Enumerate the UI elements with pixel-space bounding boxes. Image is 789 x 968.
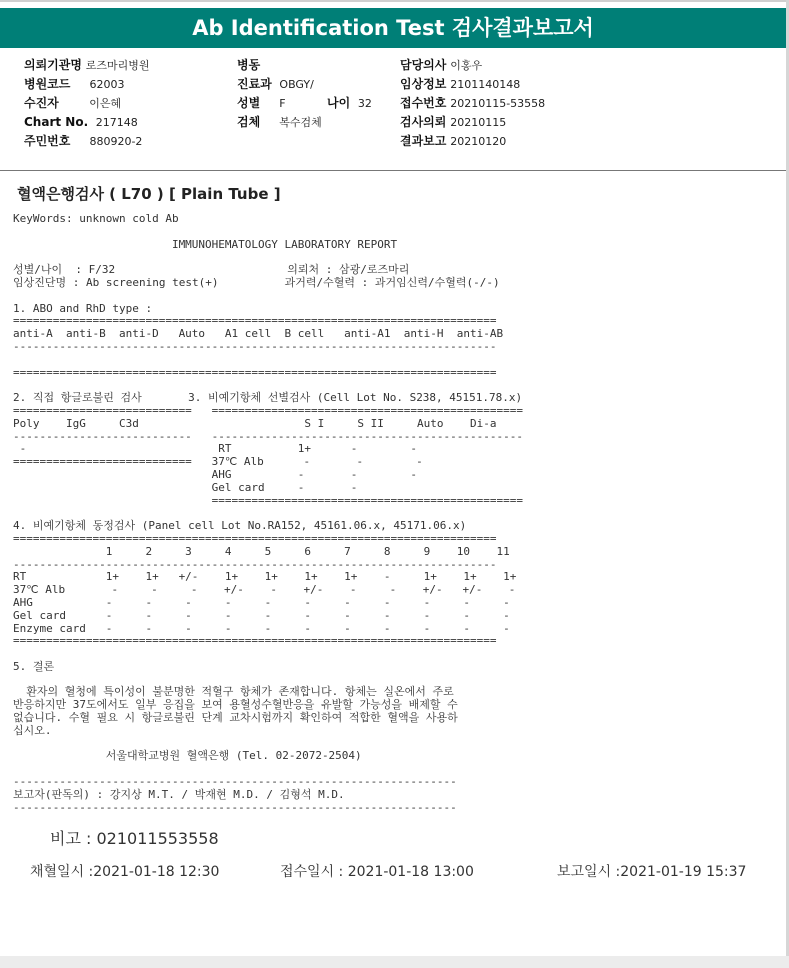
report-line: Enzyme card - - - - - - - - - - - <box>13 621 510 635</box>
accession-row <box>400 95 545 112</box>
report-time-row <box>557 861 746 881</box>
request-row <box>400 114 506 131</box>
remark-row <box>50 826 219 849</box>
doctor-row <box>400 57 482 74</box>
report-line: 환자의 혈청에 특이성이 불분명한 적혈구 항체가 존재합니다. 항체는 실온에서 주로 <box>13 685 454 699</box>
resident-label: 주민번호 <box>24 134 71 148</box>
ward-label: 병동 <box>237 58 261 72</box>
resident-value: 880920-2 <box>89 135 143 148</box>
dept-value: OBGY/ <box>279 78 314 91</box>
chart-value: 217148 <box>95 116 138 129</box>
report-date-row <box>400 133 506 150</box>
report-line: ------------------------------------------------------------------- <box>13 775 457 789</box>
report-line: AHG - - - <box>13 467 417 481</box>
report-line: 1. ABO and RhD type : <box>13 301 153 315</box>
report-line: IMMUNOHEMATOLOGY LABORATORY REPORT <box>13 237 398 251</box>
report-line: AHG - - - - - - - - - - - <box>13 595 510 609</box>
accession-label: 접수번호 <box>400 96 447 110</box>
institution-row <box>24 57 150 74</box>
header-divider <box>0 170 786 171</box>
report-line <box>13 648 523 661</box>
age-label: 나이 <box>327 96 351 110</box>
report-line: 서울대학교병원 혈액은행 (Tel. 02-2072-2504) <box>13 749 362 763</box>
specimen-value: 복수검체 <box>279 116 322 129</box>
report-time-label: 보고일시 : <box>557 864 621 880</box>
sex-value: F <box>279 97 286 110</box>
report-line: ------------------------------------------------------------------- <box>13 800 457 814</box>
collect-time-value: 2021-01-18 12:30 <box>93 864 220 880</box>
report-line: Gel card - - <box>13 480 358 494</box>
receiver-value: 이은혜 <box>89 97 122 110</box>
resident-row <box>24 133 142 150</box>
report-line: 십시오. <box>13 723 52 737</box>
collect-time-row <box>30 861 219 881</box>
report-line: =========================== =============================================== <box>13 403 523 417</box>
report-line <box>13 354 523 367</box>
age-value: 32 <box>357 97 372 110</box>
report-line <box>13 226 523 239</box>
specimen-label: 검체 <box>237 115 261 129</box>
receiver-row <box>24 95 121 112</box>
report-line: 반응하지만 37도에서도 일부 응집을 보여 용혈성수혈반응을 유발할 가능성을 배제할 수 <box>13 698 458 712</box>
lab-report-body <box>13 213 523 814</box>
report-line: ========================================================================= <box>13 365 497 379</box>
report-line: --------------------------- ----------------------------------------------- <box>13 429 523 443</box>
specimen-row <box>237 114 322 131</box>
report-date-value: 20210120 <box>450 135 507 148</box>
report-line: ========================================================================= <box>13 314 497 328</box>
report-date-label: 결과보고 <box>400 134 447 148</box>
report-line: 없습니다. 수혈 필요 시 항글로불린 단계 교차시험까지 확인하여 적합한 혈액을 사용하 <box>13 711 458 725</box>
report-line: 37℃ Alb - - - +/- - +/- - - +/- +/- - <box>13 583 516 597</box>
clinical-label: 임상정보 <box>400 77 447 91</box>
report-line: 임상진단명 : Ab screening test(+) 과거력/수혈력 : 과거임신력/수혈력(-/-) <box>13 275 500 289</box>
report-line: =============================================== <box>13 493 523 507</box>
top-border <box>0 0 789 2</box>
hospital-code-label: 병원코드 <box>24 77 71 91</box>
report-line: 5. 결론 <box>13 659 55 673</box>
report-line: Poly IgG C3d S I S II Auto Di-a <box>13 416 497 430</box>
ward-row <box>237 57 260 74</box>
report-line: ========================================================================= <box>13 634 497 648</box>
report-line: 4. 비예기항체 동정검사 (Panel cell Lot No.RA152, 45161.06.x, 45171.06.x) <box>13 519 467 533</box>
age-row <box>327 95 372 112</box>
report-line: RT 1+ 1+ +/- 1+ 1+ 1+ 1+ - 1+ 1+ 1+ <box>13 570 517 584</box>
remark-label: 비고 : <box>50 829 92 848</box>
dept-label: 진료과 <box>237 77 272 91</box>
chart-row <box>24 114 138 131</box>
report-line: 1 2 3 4 5 6 7 8 9 10 11 <box>13 544 510 558</box>
report-line: =========================== 37℃ Alb - - - <box>13 455 423 469</box>
remark-value: 021011553558 <box>96 829 219 848</box>
receive-time-row <box>280 861 474 881</box>
dept-row <box>237 76 314 93</box>
bottom-scroll-area <box>0 956 789 968</box>
chart-label: Chart No. <box>24 115 89 129</box>
request-label: 검사의뢰 <box>400 115 447 129</box>
report-line: 보고자(판독의) : 강지상 M.T. / 박재현 M.D. / 김형석 M.D. <box>13 787 345 801</box>
section-title: 혈액은행검사 ( L70 ) [ Plain Tube ] <box>17 185 281 203</box>
report-line: 성별/나이 : F/32 의뢰처 : 삼광/로즈마리 <box>13 263 410 277</box>
report-line: Gel card - - - - - - - - - - - <box>13 608 510 622</box>
report-line: 2. 직접 항글로불린 검사 3. 비예기항체 선별검사 (Cell Lot No. S238, 45151.78.x) <box>13 391 523 405</box>
collect-time-label: 채혈일시 : <box>30 864 94 880</box>
institution-label: 의뢰기관명 <box>24 58 82 72</box>
clinical-row <box>400 76 520 93</box>
sex-label: 성별 <box>237 96 261 110</box>
report-line <box>13 290 523 303</box>
doctor-value: 이홍우 <box>450 59 483 72</box>
hospital-code-row <box>24 76 124 93</box>
clinical-value: 2101140148 <box>450 78 521 91</box>
accession-value: 20210115-53558 <box>450 97 546 110</box>
hospital-code-value: 62003 <box>89 78 125 91</box>
institution-value: 로즈마리병원 <box>85 59 150 72</box>
report-time-value: 2021-01-19 15:37 <box>620 864 747 880</box>
receive-time-label: 접수일시 : <box>280 864 344 880</box>
sex-row <box>237 95 286 112</box>
report-line: - RT 1+ - - <box>13 442 417 456</box>
report-line: KeyWords: unknown cold Ab <box>13 212 179 225</box>
report-line: ========================================================================= <box>13 531 497 545</box>
receiver-label: 수진자 <box>24 96 59 110</box>
request-value: 20210115 <box>450 116 507 129</box>
receive-time-value: 2021-01-18 13:00 <box>347 864 474 880</box>
doctor-label: 담당의사 <box>400 58 447 72</box>
report-line: anti-A anti-B anti-D Auto A1 cell B cell anti-A1 anti-H anti-AB <box>13 327 504 341</box>
report-title: Ab Identification Test 검사결과보고서 <box>0 8 786 48</box>
report-line: ------------------------------------------------------------------------- <box>13 339 497 353</box>
report-line: ------------------------------------------------------------------------- <box>13 557 497 571</box>
